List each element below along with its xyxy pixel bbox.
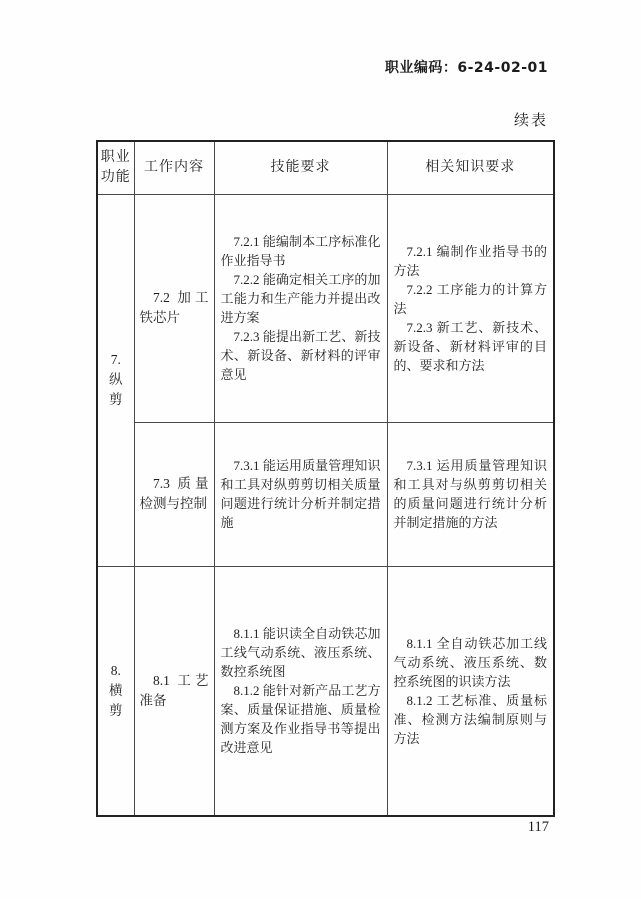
work-content-cell-8-1: [134, 566, 214, 816]
header-occupational-function-line2: 功能: [100, 169, 131, 185]
skills-cell-7-3: [214, 422, 387, 566]
occupation-code-label: 职业编码：6-24-02-01: [384, 60, 548, 76]
function-char: 剪: [109, 392, 123, 407]
work-content-cell-7-3: [134, 422, 214, 566]
skill-item: 7.2.1 能编制本工序标准化作业指导书: [220, 234, 381, 268]
skills-cell-8-1: [214, 566, 387, 816]
skill-item: 8.1.2 能针对新产品工艺方案、质量保证措施、质量检测方案及作业指导书等提出改进意见: [220, 683, 381, 756]
table-row: [97, 422, 554, 566]
knowledge-item: 8.1.1 全自动铁芯加工线气动系统、液压系统、数控系统图的识读方法: [393, 635, 547, 689]
function-char: 纵: [109, 372, 123, 387]
skill-item: 7.2.2 能确定相关工序的加工能力和生产能力并提出改进方案: [220, 272, 381, 325]
function-number: 8.: [110, 662, 121, 678]
knowledge-item: 7.2.3 新工艺、新技术、新设备、新材料评审的目的、要求和方法: [393, 319, 547, 373]
header-skill-requirements: 技能要求: [214, 141, 387, 194]
work-content-text: 7.2 加工铁芯片: [139, 290, 209, 325]
table-row: [97, 566, 554, 816]
knowledge-cell-7-3: [387, 422, 554, 566]
function-cell-7: [97, 194, 134, 566]
function-char: 剪: [109, 702, 123, 718]
table-header-row: [97, 141, 554, 194]
page-number: 117: [527, 819, 549, 835]
continued-table-label: 续表: [513, 113, 548, 129]
knowledge-item: 7.2.1 编制作业指导书的方法: [393, 243, 547, 278]
header-work-content: 工作内容: [134, 141, 214, 194]
header-knowledge-requirements: 相关知识要求: [387, 141, 554, 194]
skill-item: 8.1.1 能识读全自动铁芯加工线气动系统、液压系统、数控系统图: [220, 626, 381, 680]
occupational-standard-table: [96, 140, 555, 817]
skill-item: 7.3.1 能运用质量管理知识和工具对纵剪剪切相关质量问题进行统计分析并制定措施: [220, 458, 381, 530]
work-content-text: 7.3 质量检测与控制: [139, 476, 209, 511]
knowledge-cell-7-2: [387, 194, 554, 422]
skills-cell-7-2: [214, 194, 387, 422]
knowledge-item: 7.2.2 工序能力的计算方法: [393, 281, 547, 316]
knowledge-item: 8.1.2 工艺标准、质量标准、检测方法编制原则与方法: [393, 692, 547, 746]
function-char: 横: [109, 682, 123, 698]
table-row: [97, 194, 554, 422]
work-content-text: 8.1 工艺准备: [139, 672, 209, 708]
function-cell-8: [97, 566, 134, 816]
header-occupational-function-line1: 职业: [100, 149, 131, 165]
knowledge-cell-8-1: [387, 566, 554, 816]
function-number: 7.: [110, 352, 121, 367]
work-content-cell-7-2: [134, 194, 214, 422]
skill-item: 7.2.3 能提出新工艺、新技术、新设备、新材料的评审意见: [220, 329, 381, 382]
knowledge-item: 7.3.1 运用质量管理知识和工具对与纵剪剪切相关的质量问题进行统计分析并制定措施的方法: [393, 458, 547, 530]
header-occupational-function: [97, 141, 134, 194]
